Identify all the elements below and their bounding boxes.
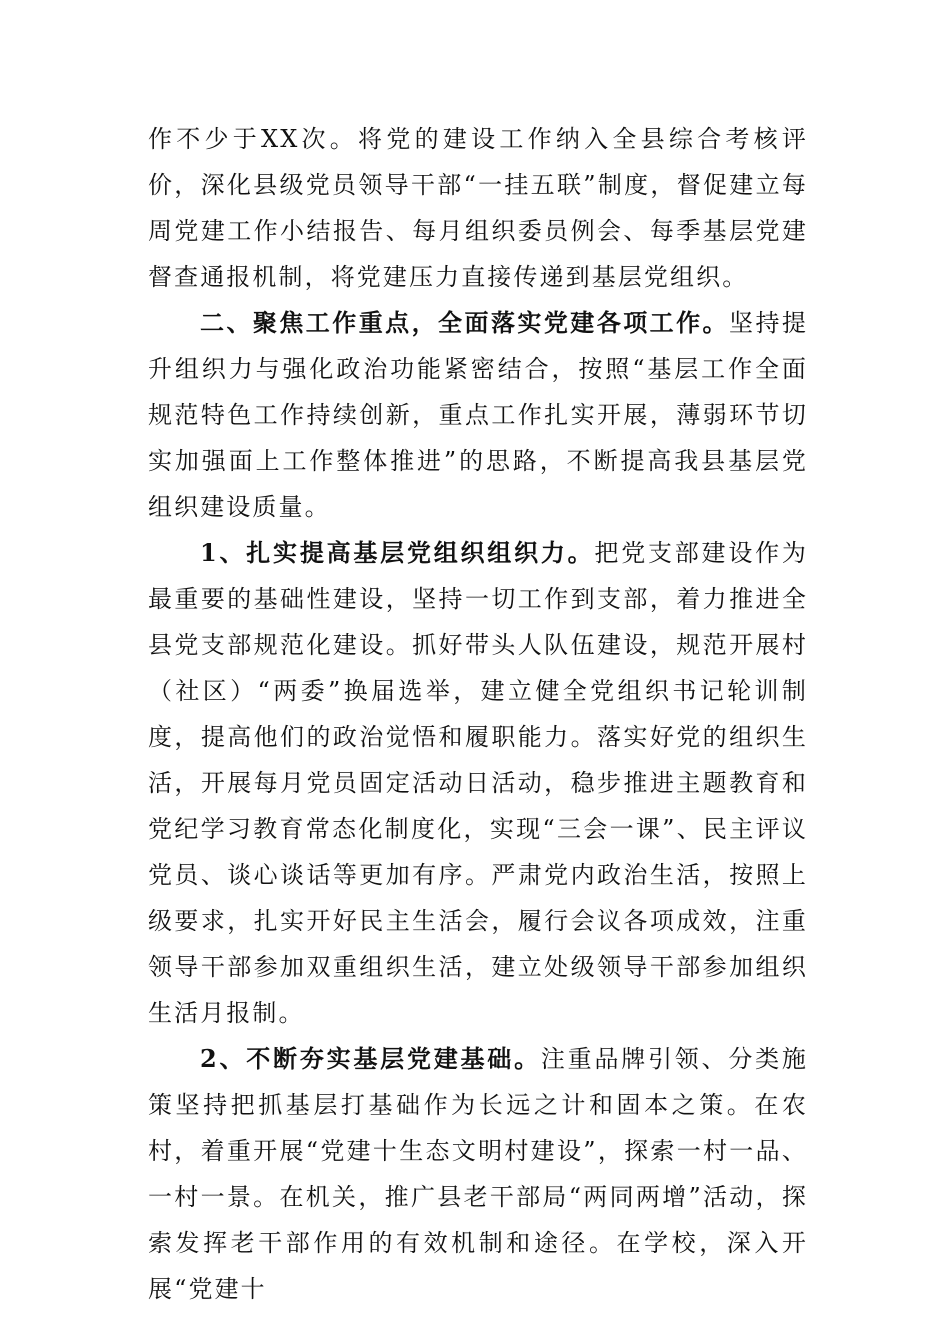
paragraph-2-text: 坚持提升组织力与强化政治功能紧密结合，按照“基层工作全面规范特色工作持续创新，重点工作扎实开展，薄弱环节切实加强面上工作整体推进”的思路，不断提高我县基层党组织建设质量。	[148, 309, 808, 521]
paragraph-4-text: 注重品牌引领、分类施策坚持把抓基层打基础作为长远之计和固本之策。在农村，着重开展“党建十生态文明村建设”，探索一村一品、一村一景。在机关，推广县老干部局“两同两增”活动，探索发挥老干部作用的有效机制和途径。在学校，深入开展“党建十	[148, 1045, 809, 1303]
paragraph-3-text: 把党支部建设作为最重要的基础性建设，坚持一切工作到支部，着力推进全县党支部规范化建设。抓好带头人队伍建设，规范开展村（社区）“两委”换届选举，建立健全党组织书记轮训制度，提高他们的政治觉悟和履职能力。落实好党的组织生活，开展每月党员固定活动日活动，稳步推进主题教育和党纪学习教育常态化制度化，实现“三会一课”、民主评议党员、谈心谈话等更加有序。严肃党内政治生活，按照上级要求，扎实开好民主生活会，履行会议各项成效，注重领导干部参加双重组织生活，建立处级领导干部参加组织生活月报制。	[148, 539, 808, 1027]
subsection-heading-1: 1、扎实提高基层党组织组织力。	[200, 538, 595, 567]
document-page	[148, 116, 808, 1312]
paragraph-1	[148, 116, 808, 300]
paragraph-2	[148, 300, 808, 530]
paragraph-4	[148, 1036, 808, 1312]
subsection-heading-2: 2、不断夯实基层党建基础。	[200, 1044, 541, 1073]
paragraph-1-text: 作不少于XX次。将党的建设工作纳入全县综合考核评价，深化县级党员领导干部“一挂五联”制度，督促建立每周党建工作小结报告、每月组织委员例会、每季基层党建督查通报机制，将党建压力直接传递到基层党组织。	[148, 125, 808, 291]
paragraph-3	[148, 530, 808, 1036]
section-heading-2: 二、聚焦工作重点，全面落实党建各项工作。	[200, 308, 729, 337]
